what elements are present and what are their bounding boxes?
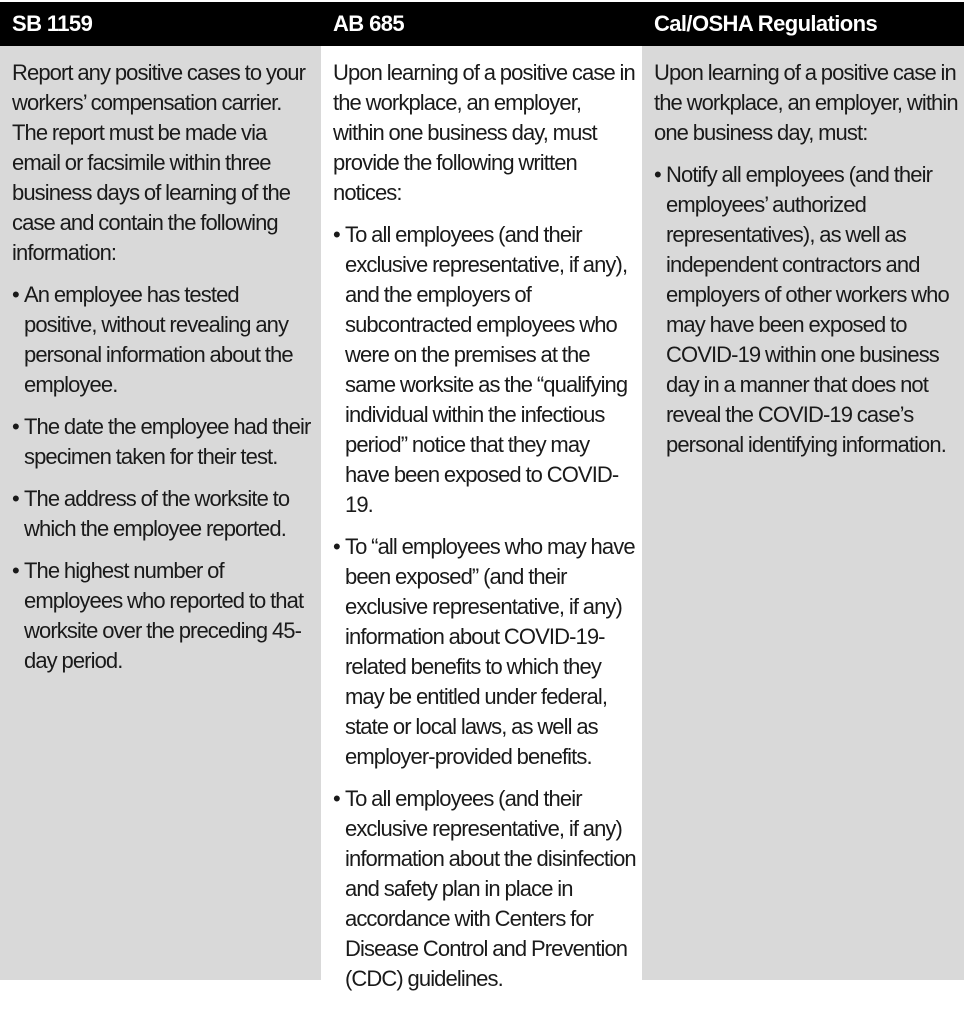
comparison-table (0, 2, 964, 991)
bullet-list (654, 160, 958, 460)
list-item: • An employee has tested positive, without revealing any personal information about the employee. (12, 280, 315, 400)
column-sb-1159 (0, 46, 321, 980)
column-intro: Upon learning of a positive case in the workplace, an employer, within one business day, must: (654, 60, 958, 145)
column-ab-685 (321, 46, 642, 991)
list-item: • The date the employee had their specimen taken for their test. (12, 412, 315, 472)
column-header-sb-1159: SB 1159 (0, 2, 321, 46)
list-item: • The address of the worksite to which the employee reported. (12, 484, 315, 544)
column-intro: Report any positive cases to your workers’ compensation carrier. The report must be made via email or facsimile within three business days of learning of the case and contain the following information: (12, 60, 306, 265)
list-item: • Notify all employees (and their employees’ authorized representatives), as well as independent contractors and employers of other workers who may have been exposed to COVID-19 within one business day in a manner that does not reveal the COVID-19 case’s personal identifying information. (654, 160, 958, 460)
column-header-cal-osha: Cal/OSHA Regulations (642, 2, 964, 46)
list-item: • To all employees (and their exclusive representative, if any) information about the disinfection and safety plan in place in accordance with Centers for Disease Control and Prevention (CDC) guidelines. (333, 784, 636, 994)
column-cal-osha (642, 46, 964, 980)
list-item: • To “all employees who may have been exposed” (and their exclusive representative, if any) information about COVID-19-related benefits to which they may be entitled under federal, state or local laws, as well as employer-provided benefits. (333, 532, 636, 772)
column-header-ab-685: AB 685 (321, 2, 642, 46)
list-item: • To all employees (and their exclusive representative, if any), and the employers of subcontracted employees who were on the premises at the same worksite as the “qualifying individual within the infectious period” notice that they may have been exposed to COVID-19. (333, 220, 636, 520)
bullet-list (333, 220, 636, 994)
column-intro: Upon learning of a positive case in the workplace, an employer, within one business day, must provide the following written notices: (333, 60, 635, 205)
list-item: • The highest number of employees who reported to that worksite over the preceding 45-day period. (12, 556, 315, 676)
bullet-list (12, 280, 315, 676)
